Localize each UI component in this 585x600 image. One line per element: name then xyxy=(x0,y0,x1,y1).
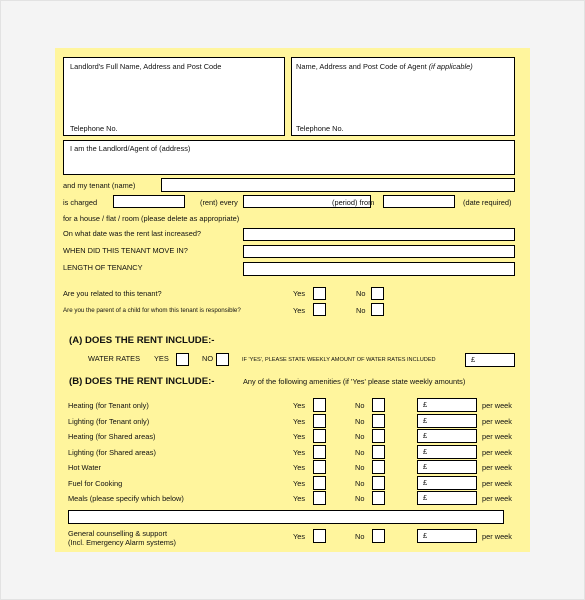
amenity-no-label: No xyxy=(355,432,365,441)
support-amount-field[interactable]: £ xyxy=(417,529,477,543)
section-b-note: Any of the following amenities (if 'Yes' please state weekly amounts) xyxy=(243,377,466,386)
claim-form-sheet xyxy=(55,48,530,552)
support-yes-checkbox[interactable] xyxy=(313,529,326,543)
amenity-no-checkbox[interactable] xyxy=(372,460,385,474)
water-rates-label: WATER RATES xyxy=(88,354,141,363)
amenity-yes-label: Yes xyxy=(293,401,306,410)
amenity-yes-label: Yes xyxy=(293,448,306,457)
water-no-label: NO xyxy=(202,354,214,363)
amenity-no-label: No xyxy=(355,479,365,488)
support-yes-label: Yes xyxy=(293,532,306,541)
related-no-label: No xyxy=(356,289,366,298)
charged-label: is charged xyxy=(63,198,98,207)
amenity-yes-checkbox[interactable] xyxy=(313,491,326,505)
support-label-line1: General counselling & support xyxy=(68,529,168,538)
amenity-yes-checkbox[interactable] xyxy=(313,445,326,459)
amenity-amount-field[interactable]: £ xyxy=(417,414,477,428)
amenity-label: Fuel for Cooking xyxy=(68,479,123,488)
move-in-label: WHEN DID THIS TENANT MOVE IN? xyxy=(63,246,188,255)
support-no-checkbox[interactable] xyxy=(372,529,385,543)
property-type-label: for a house / flat / room (please delete as appropriate) xyxy=(63,214,240,223)
amenity-amount-field[interactable]: £ xyxy=(417,476,477,490)
amenity-no-checkbox[interactable] xyxy=(372,491,385,505)
amenity-no-checkbox[interactable] xyxy=(372,414,385,428)
amenity-amount-field[interactable]: £ xyxy=(417,398,477,412)
amenity-per-week-label: per week xyxy=(482,417,512,426)
amenity-yes-label: Yes xyxy=(293,417,306,426)
amenity-no-checkbox[interactable] xyxy=(372,398,385,412)
move-in-field[interactable] xyxy=(243,245,515,258)
amenity-no-label: No xyxy=(355,463,365,472)
amenity-label: Heating (for Tenant only) xyxy=(68,401,149,410)
amenity-per-week-label: per week xyxy=(482,479,512,488)
section-b-heading: (B) DOES THE RENT INCLUDE:- xyxy=(69,376,215,387)
tenant-name-field[interactable] xyxy=(161,178,515,192)
amenity-no-label: No xyxy=(355,494,365,503)
agent-box-label xyxy=(296,62,473,71)
agent-details-box[interactable] xyxy=(291,57,515,136)
amenity-amount-field[interactable]: £ xyxy=(417,460,477,474)
amenity-yes-checkbox[interactable] xyxy=(313,398,326,412)
agent-phone-label: Telephone No. xyxy=(296,124,344,133)
related-question-label: Are you related to this tenant? xyxy=(63,289,162,298)
rent-increased-label: On what date was the rent last increased? xyxy=(63,229,202,238)
agent-box-label-text: Name, Address and Post Code of Agent xyxy=(296,62,427,71)
period-from-label: (period) from xyxy=(332,198,375,207)
amenity-per-week-label: per week xyxy=(482,463,512,472)
amenity-yes-label: Yes xyxy=(293,463,306,472)
amenity-label: Hot Water xyxy=(68,463,101,472)
rent-increased-field[interactable] xyxy=(243,228,515,241)
amenity-amount-field[interactable]: £ xyxy=(417,491,477,505)
amenity-no-label: No xyxy=(355,417,365,426)
amenity-label: Lighting (for Shared areas) xyxy=(68,448,156,457)
landlord-phone-label: Telephone No. xyxy=(70,124,118,133)
parent-yes-label: Yes xyxy=(293,306,306,315)
water-no-checkbox[interactable] xyxy=(216,353,229,366)
related-no-checkbox[interactable] xyxy=(371,287,384,300)
date-required-label: (date required) xyxy=(463,198,512,207)
amenity-no-label: No xyxy=(355,448,365,457)
amenity-yes-checkbox[interactable] xyxy=(313,414,326,428)
amenity-label: Heating (for Shared areas) xyxy=(68,432,156,441)
let-address-box[interactable] xyxy=(63,140,515,175)
support-per-week-label: per week xyxy=(482,532,512,541)
landlord-agent-of-label: I am the Landlord/Agent of (address) xyxy=(70,144,191,153)
tenancy-length-label: LENGTH OF TENANCY xyxy=(63,263,143,272)
amenity-yes-label: Yes xyxy=(293,479,306,488)
support-no-label: No xyxy=(355,532,365,541)
amenity-no-label: No xyxy=(355,401,365,410)
amenity-yes-label: Yes xyxy=(293,494,306,503)
amenity-no-checkbox[interactable] xyxy=(372,476,385,490)
amenity-label: Meals (please specify which below) xyxy=(68,494,184,503)
rent-every-label: (rent) every xyxy=(200,198,238,207)
water-yes-label: YES xyxy=(154,354,169,363)
amenity-yes-checkbox[interactable] xyxy=(313,429,326,443)
landlord-details-box[interactable] xyxy=(63,57,285,136)
landlord-box-label: Landlord's Full Name, Address and Post Code xyxy=(70,62,222,71)
amenity-yes-checkbox[interactable] xyxy=(313,460,326,474)
tenancy-length-field[interactable] xyxy=(243,262,515,276)
amenity-amount-field[interactable]: £ xyxy=(417,445,477,459)
amenity-per-week-label: per week xyxy=(482,448,512,457)
parent-question-label: Are you the parent of a child for whom this tenant is responsible? xyxy=(63,307,241,314)
section-a-heading: (A) DOES THE RENT INCLUDE:- xyxy=(69,335,215,346)
amenity-amount-field[interactable]: £ xyxy=(417,429,477,443)
related-yes-label: Yes xyxy=(293,289,306,298)
agent-box-note: (if applicable) xyxy=(428,62,473,71)
amenity-per-week-label: per week xyxy=(482,401,512,410)
meals-details-field[interactable] xyxy=(68,510,504,524)
amenity-no-checkbox[interactable] xyxy=(372,429,385,443)
amenity-label: Lighting (for Tenant only) xyxy=(68,417,150,426)
parent-no-label: No xyxy=(356,306,366,315)
support-label-line2: (Incl. Emergency Alarm systems) xyxy=(68,538,177,547)
water-rates-note: IF 'YES', PLEASE STATE WEEKLY AMOUNT OF WATER RATES INCLUDED xyxy=(242,357,436,363)
water-amount-field[interactable]: £ xyxy=(465,353,515,367)
amenity-yes-label: Yes xyxy=(293,432,306,441)
rent-amount-field[interactable] xyxy=(113,195,185,208)
amenity-per-week-label: per week xyxy=(482,494,512,503)
parent-no-checkbox[interactable] xyxy=(371,303,384,316)
amenity-per-week-label: per week xyxy=(482,432,512,441)
amenity-no-checkbox[interactable] xyxy=(372,445,385,459)
related-yes-checkbox[interactable] xyxy=(313,287,326,300)
water-yes-checkbox[interactable] xyxy=(176,353,189,366)
tenant-name-label: and my tenant (name) xyxy=(63,181,136,190)
period-from-field[interactable] xyxy=(383,195,455,208)
amenity-yes-checkbox[interactable] xyxy=(313,476,326,490)
parent-yes-checkbox[interactable] xyxy=(313,303,326,316)
